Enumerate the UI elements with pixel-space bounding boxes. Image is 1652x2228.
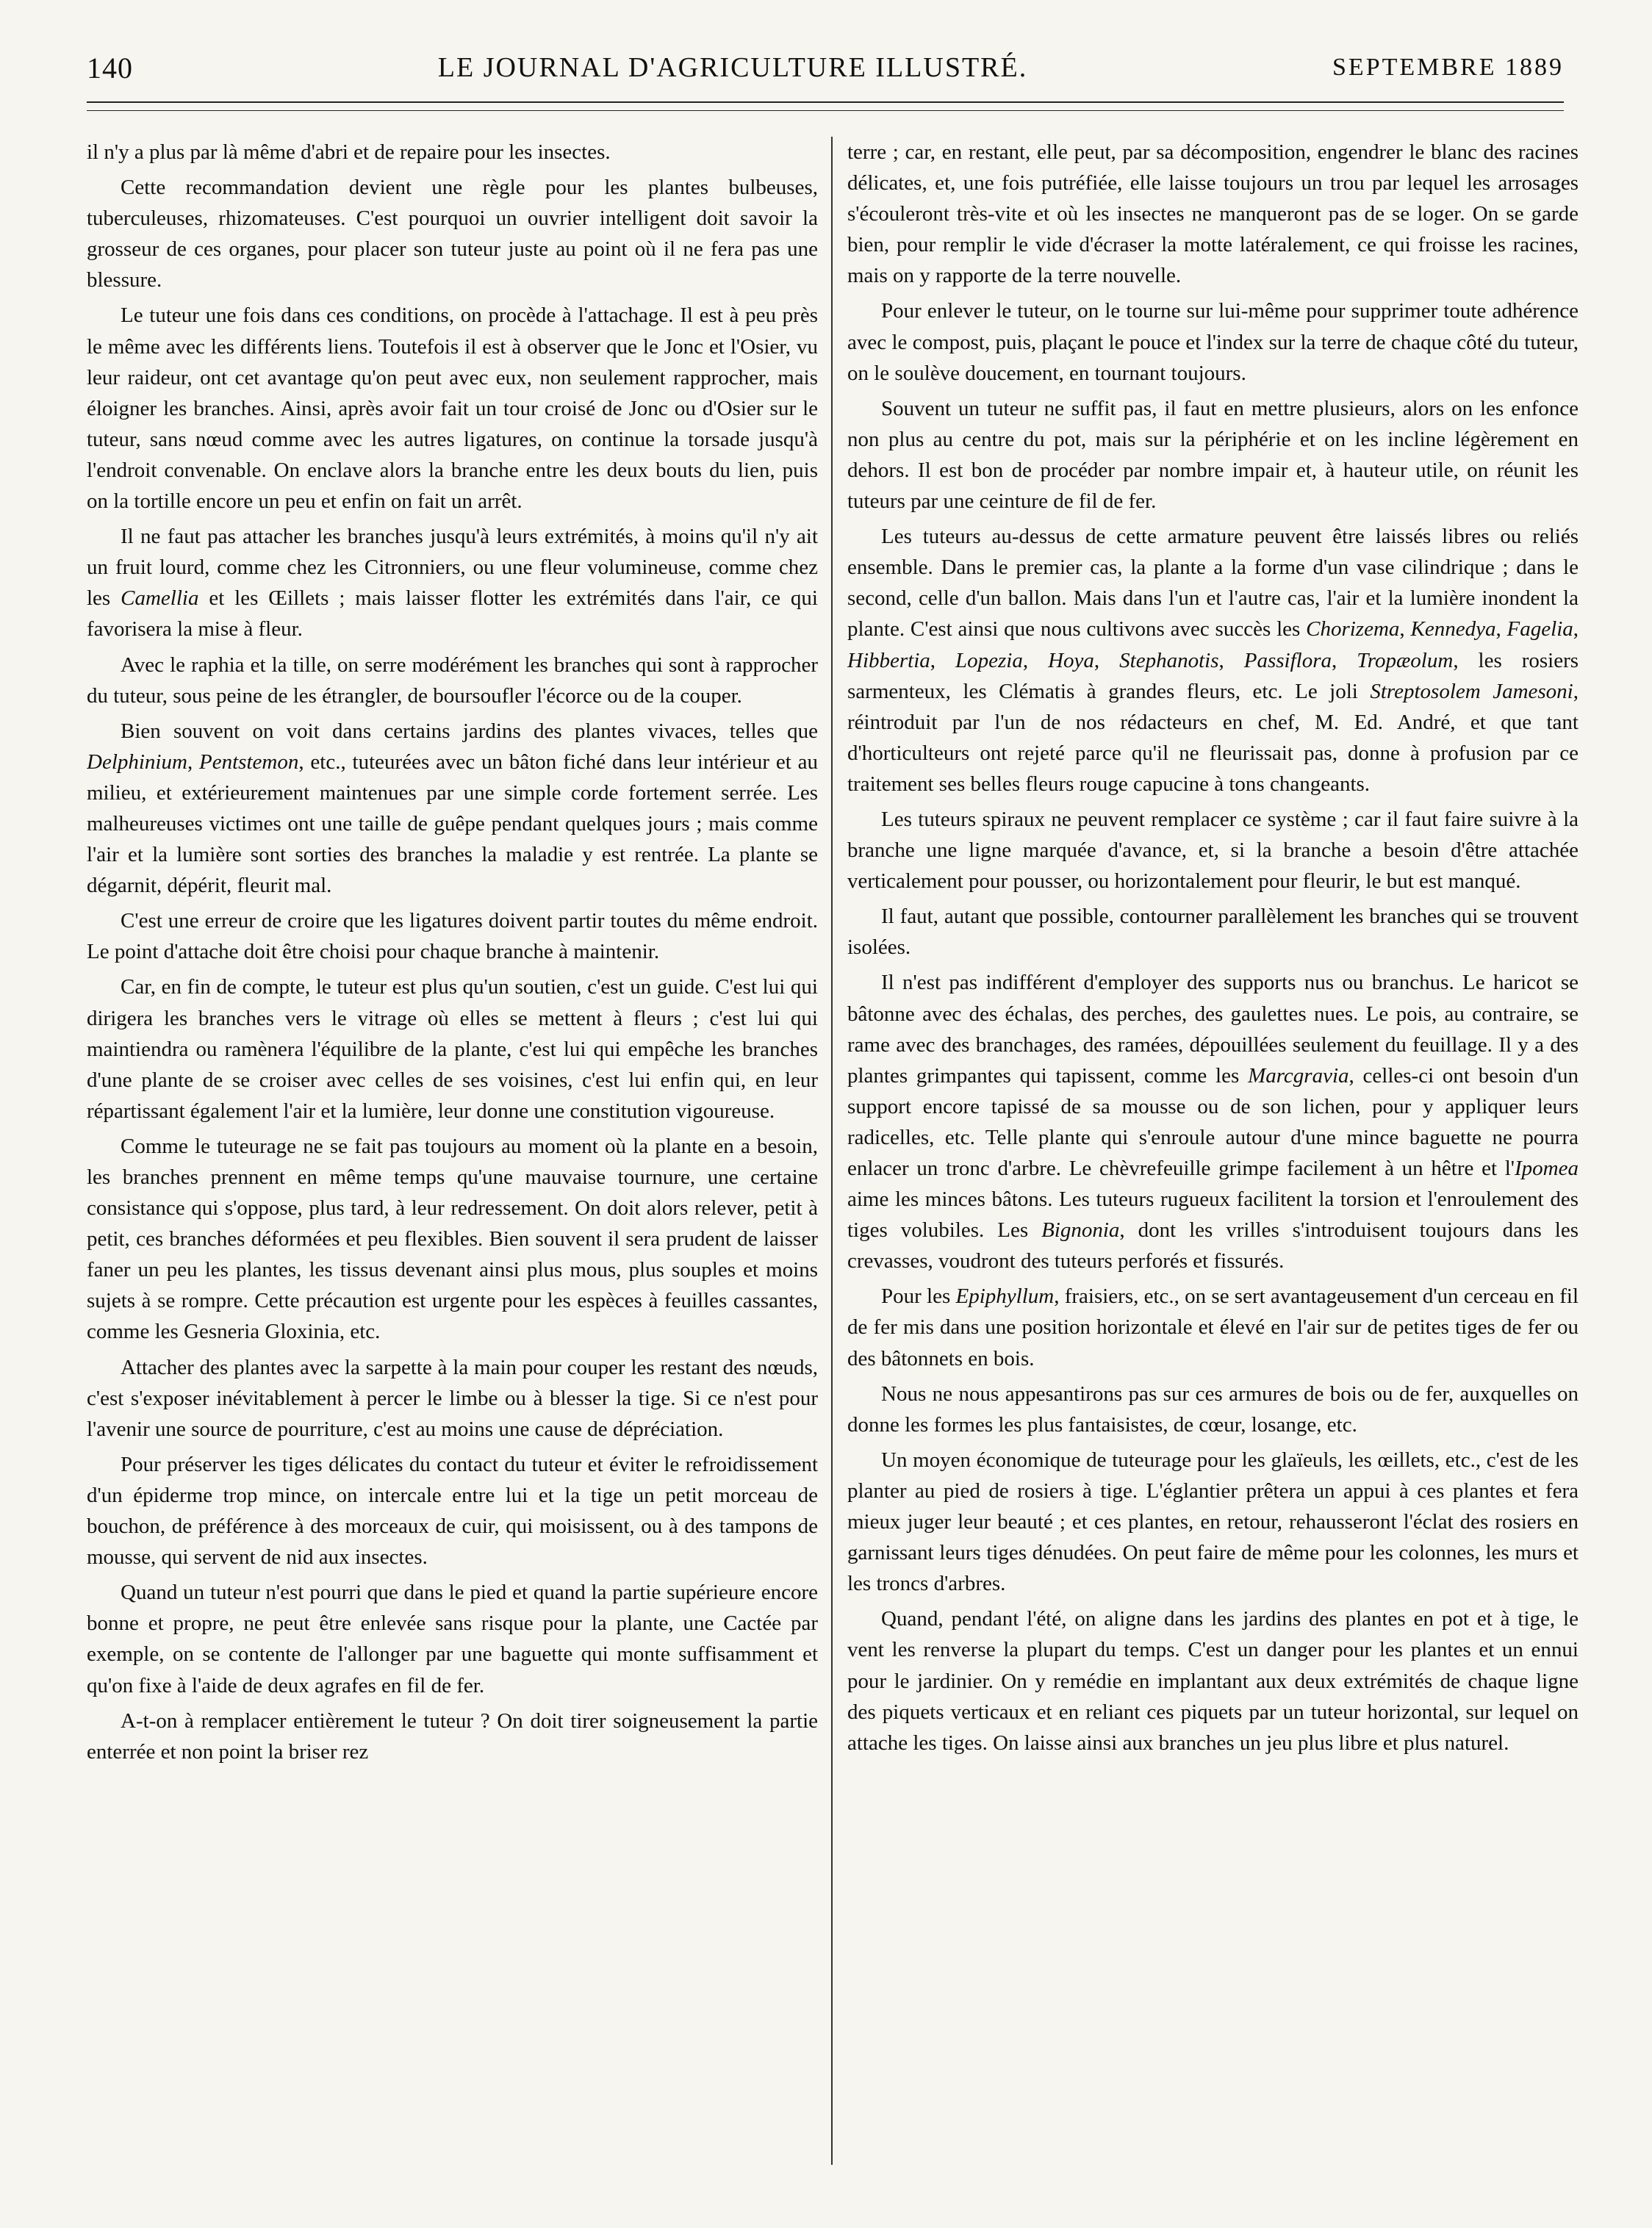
paragraph: Avec le raphia et la tille, on serre modérément les branches qui sont à rapprocher du tuteur, sous peine de les étrangler, de boursoufler l'écorce ou de la couper. (87, 653, 818, 708)
paragraph: Pour les Epiphyllum, fraisiers, etc., on se sert avantageusement d'un cerceau en fil de fer mis dans une position horizontale et élevé en l'air sur de petites tiges de fer ou des bâtonnets en bois. (847, 1284, 1579, 1370)
paragraph: Quand, pendant l'été, on aligne dans les jardins des plantes en pot et à tige, le vent les renverse la plupart du temps. C'est un danger pour les plantes et un ennui pour le jardinier. On y remédie en implantant aux deux extrémités de chaque ligne des piquets verticaux et en reliant ces piquets par un tuteur horizontal, sur lequel on attache les tiges. On laisse ainsi aux branches un jeu plus libre et plus naturel. (847, 1607, 1579, 1755)
paragraph: il n'y a plus par là même d'abri et de repaire pour les insectes. (87, 140, 611, 164)
paragraph: Attacher des plantes avec la sarpette à la main pour couper les restant des nœuds, c'est s'exposer inévitablement à percer le limbe ou à blesser la tige. Si ce n'est pour l'avenir une source de pourriture, c'est au moins une cause de dépréciation. (87, 1355, 818, 1441)
header-rule-thin (87, 110, 1564, 111)
paragraph: Cette recommandation devient une règle pour les plantes bulbeuses, tuberculeuses, rhizomateuses. C'est pourquoi un ouvrier intelligent doit savoir la grosseur de ces organes, pour placer son tuteur juste au point où il ne fera pas une blessure. (87, 176, 818, 292)
paragraph: Un moyen économique de tuteurage pour les glaïeuls, les œillets, etc., c'est de les planter au pied de rosiers à tige. L'églantier prêtera un appui à ces plantes et fera mieux juger leur beauté ; et ces plantes, en retour, rehausseront l'éclat des rosiers en garnissant leurs tiges dénudées. On peut faire de même pour les colonnes, les murs et les troncs d'arbres. (847, 1448, 1579, 1596)
paragraph: Le tuteur une fois dans ces conditions, on procède à l'attachage. Il est à peu près le même avec les différents liens. Toutefois il est à observer que le Jonc et l'Osier, vu leur raideur, ont cet avantage qu'on peut avec eux, non seulement rapprocher, mais éloigner les branches. Ainsi, après avoir fait un tour croisé de Jonc ou d'Osier sur le tuteur, sans nœud comme avec les autres ligatures, on continue la torsade jusqu'à l'endroit convenable. On enclave alors la branche entre les deux bouts du lien, puis on la tortille encore un peu et enfin on fait un arrêt. (87, 303, 818, 514)
paragraph: Quand un tuteur n'est pourri que dans le pied et quand la partie supérieure encore bonne et propre, ne peut être enlevée sans risque pour la plante, une Cactée par exemple, on se contente de l'allonger par une baguette qui monte suffisamment et qu'on fixe à l'aide de deux agrafes en fil de fer. (87, 1581, 818, 1697)
right-column (847, 137, 1579, 2172)
column-divider (831, 137, 833, 2165)
issue-date: SEPTEMBRE 1889 (1332, 54, 1564, 81)
paragraph: Pour enlever le tuteur, on le tourne sur lui-même pour supprimer toute adhérence avec le compost, puis, plaçant le pouce et l'index sur la terre de chaque côté du tuteur, on le soulève doucement, en tournant toujours. (847, 299, 1579, 385)
left-column (87, 137, 818, 2172)
paragraph: Nous ne nous appesantirons pas sur ces armures de bois ou de fer, auxquelles on donne les formes les plus fantaisistes, de cœur, losange, etc. (847, 1381, 1579, 1437)
paragraph: Il faut, autant que possible, contourner parallèlement les branches qui se trouvent isolées. (847, 905, 1579, 960)
paragraph: Car, en fin de compte, le tuteur est plus qu'un soutien, c'est un guide. C'est lui qui dirigera les branches vers le vitrage où elles se mettent à fleurs ; c'est lui qui maintiendra ou ramènera l'équilibre de la plante, c'est lui qui empêche les branches d'une plante de se croiser avec celles de ses voisines, c'est lui enfin qui, en leur répartissant également l'air et la lumière, leur donne une constitution vigoureuse. (87, 975, 818, 1123)
paragraph: terre ; car, en restant, elle peut, par sa décomposition, engendrer le blanc des racines délicates, et, une fois putréfiée, elle laisse toujours un trou par lequel les arrosages s'écouleront très-vite et où les insectes ne manqueront pas de se loger. On se garde bien, pour remplir le vide d'écraser la motte latéralement, ce qui froisse les racines, mais on y rapporte de la terre nouvelle. (847, 140, 1579, 288)
paragraph: Les tuteurs spiraux ne peuvent remplacer ce système ; car il faut faire suivre à la branche une ligne marquée d'avance, et, si la branche a besoin d'être attachée verticalement pour pousser, ou horizontalement pour fleurir, le but est manqué. (847, 807, 1579, 894)
paragraph: A-t-on à remplacer entièrement le tuteur ? On doit tirer soigneusement la partie enterrée et non point la briser rez (87, 1708, 818, 1764)
paragraph: Souvent un tuteur ne suffit pas, il faut en mettre plusieurs, alors on les enfonce non plus au centre du pot, mais sur la périphérie et on les incline légèrement en dehors. Il est bon de procéder par nombre impair et, à hauteur utile, on réunit les tuteurs par une ceinture de fil de fer. (847, 396, 1579, 514)
paragraph: Pour préserver les tiges délicates du contact du tuteur et éviter le refroidissement d'un épiderme trop mince, on intercale entre lui et la tige un petit morceau de bouchon, de préférence à des morceaux de cuir, qui moisissent, ou à des tampons de mousse, qui servent de nid aux insectes. (87, 1452, 818, 1570)
page-number: 140 (87, 51, 133, 85)
page-header (87, 46, 1564, 90)
paragraph: Il ne faut pas attacher les branches jusqu'à leurs extrémités, à moins qu'il n'y ait un fruit lourd, comme chez les Citronniers, ou une fleur volumineuse, comme chez les Camellia et les Œillets ; mais laisser flotter les extrémités dans l'air, ce qui favorisera la mise à fleur. (87, 525, 818, 642)
paragraph: Les tuteurs au-dessus de cette armature peuvent être laissés libres ou reliés ensemble. Dans le premier cas, la plante a la forme d'un vase cilindrique ; dans le second, celle d'un ballon. Mais dans l'un et l'autre cas, l'air et la lumière inondent la plante. C'est ainsi que nous cultivons avec succès les Chorizema, Kennedya, Fagelia, Hibbertia, Lopezia, Hoya, Stephanotis, Passiflora, Tropæolum, les rosiers sarmenteux, les Clématis à grandes fleurs, etc. Le joli Streptosolem Jamesoni, réintroduit par l'un de nos rédacteurs en chef, M. Ed. André, et que tant d'horticulteurs ont rejeté parce qu'il ne fleurissait pas, donne à profusion par ce traitement ses belles fleurs rouge capucine à tons changeants. (847, 525, 1579, 796)
paragraph: Il n'est pas indifférent d'employer des supports nus ou branchus. Le haricot se bâtonne avec des échalas, des perches, des gaulettes nues. Le pois, au contraire, se rame avec des branchages, des ramées, dépouillées seulement du feuillage. Il y a des plantes grimpantes qui tapissent, comme les Marcgravia, celles-ci ont besoin d'un support encore tapissé de sa mousse ou de son lichen, pour y appliquer leurs radicelles, etc. Telle plante qui s'enroule autour d'une mince baguette ne pourra enlacer un tronc d'arbre. Le chèvrefeuille grimpe facilement à un hêtre et l'Ipomea aime les minces bâtons. Les tuteurs rugueux facilitent la torsion et l'enroulement des tiges volubiles. Les Bignonia, dont les vrilles s'introduisent toujours dans les crevasses, voudront des tuteurs perforés et fissurés. (847, 971, 1579, 1273)
paragraph: C'est une erreur de croire que les ligatures doivent partir toutes du même endroit. Le point d'attache doit être choisi pour chaque branche à maintenir. (87, 909, 818, 964)
journal-title: LE JOURNAL D'AGRICULTURE ILLUSTRÉ. (437, 52, 1028, 83)
paragraph: Comme le tuteurage ne se fait pas toujours au moment où la plante en a besoin, les branches prennent en même temps qu'une mauvaise tournure, une certaine consistance qui s'oppose, plus tard, à leur redressement. On doit alors relever, petit à petit, ces branches déformées et peu flexibles. Bien souvent il sera prudent de laisser faner un peu les plantes, les tissus devenant ainsi plus mous, plus souples et moins sujets à se rompre. Cette précaution est urgente pour les espèces à feuilles cassantes, comme les Gesneria Gloxinia, etc. (87, 1134, 818, 1344)
paragraph: Bien souvent on voit dans certains jardins des plantes vivaces, telles que Delphinium, Pentstemon, etc., tuteurées avec un bâton fiché dans leur intérieur et au milieu, et extérieurement maintenues par une simple corde fortement serrée. Les malheureuses victimes ont une taille de guêpe pendant quelques jours ; mais comme l'air et la lumière sont sorties des branches la maladie y est rentrée. La plante se dégarnit, dépérit, fleurit mal. (87, 719, 818, 898)
header-rule (87, 101, 1564, 103)
